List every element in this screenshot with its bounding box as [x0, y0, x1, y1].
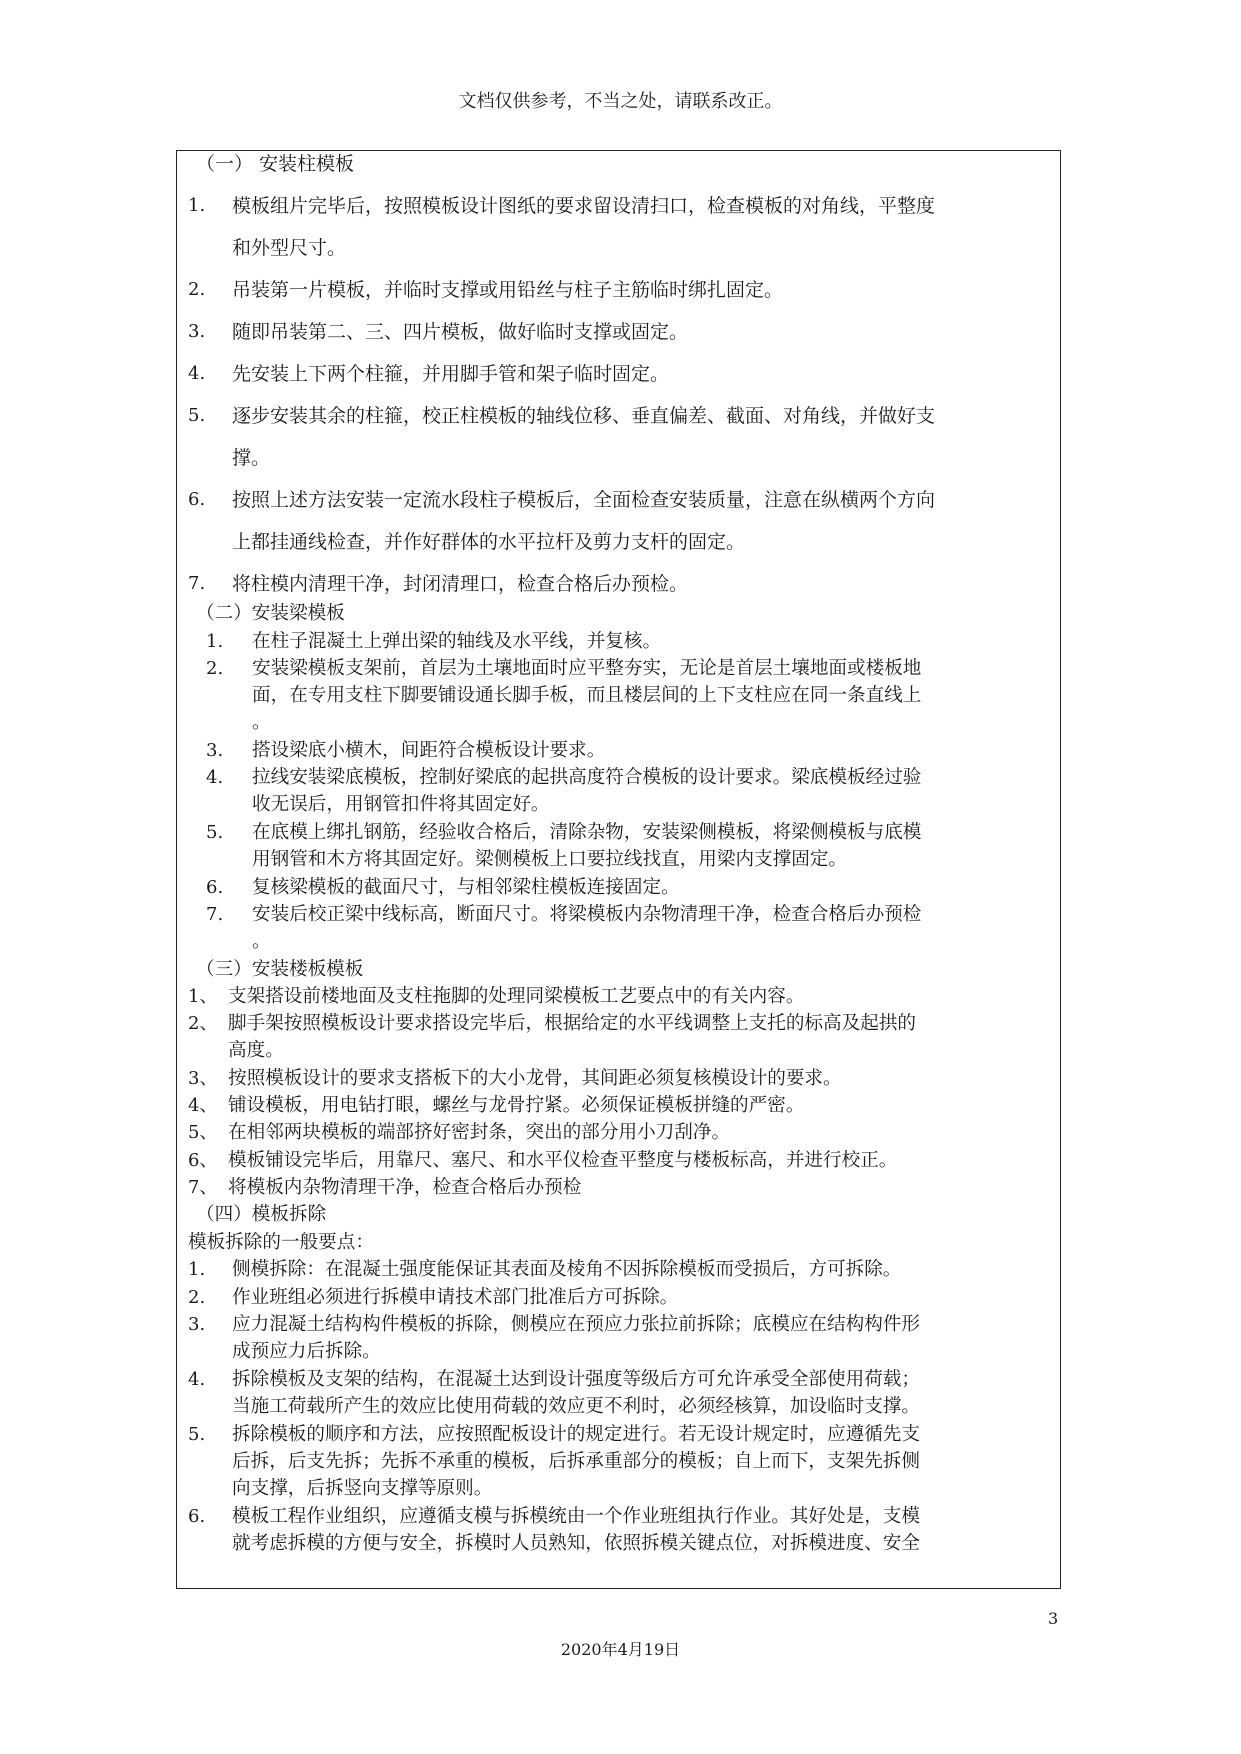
list-number: 4. — [188, 363, 206, 384]
list-number: 5. — [206, 822, 224, 843]
list-number: 3、 — [188, 1068, 218, 1089]
list-number: 5、 — [188, 1122, 218, 1143]
list-number: 5. — [188, 1424, 206, 1445]
section-title: （一） 安装柱模板 — [196, 153, 355, 175]
list-number: 6. — [188, 489, 206, 510]
list-item-cont: 就考虑拆模的方便与安全，拆模时人员熟知，依照拆模关键点位，对拆模进度、安全 — [232, 1533, 920, 1554]
list-item: 复核梁模板的截面尺寸，与相邻梁柱模板连接固定。 — [252, 877, 680, 898]
list-number: 4、 — [188, 1095, 218, 1116]
list-item-cont: 成预应力后拆除。 — [232, 1341, 381, 1362]
list-item-cont: 向支撑，后拆竖向支撑等原则。 — [232, 1478, 493, 1499]
section-title: （四）模板拆除 — [196, 1204, 327, 1225]
list-item-cont: 。 — [252, 931, 271, 952]
list-item: 在相邻两块模板的端部挤好密封条，突出的部分用小刀刮净。 — [228, 1122, 731, 1143]
list-number: 7. — [206, 904, 224, 925]
section-title: （三）安装楼板模板 — [196, 959, 364, 980]
list-item: 拆除模板及支架的结构，在混凝土达到设计强度等级后方可允许承受全部使用荷载； — [232, 1369, 920, 1390]
list-number: 2. — [188, 1287, 206, 1308]
list-number: 1、 — [188, 986, 218, 1007]
list-item: 安装梁模板支架前，首层为土壤地面时应平整夯实，无论是首层土壤地面或楼板地 — [252, 658, 922, 679]
list-number: 4. — [206, 767, 224, 788]
list-item: 作业班组必须进行拆模申请技术部门批准后方可拆除。 — [232, 1287, 679, 1308]
footer-date: 2020年4月19日 — [560, 1640, 681, 1659]
list-item-cont: 面，在专用支柱下脚要铺设通长脚手板，而且楼层间的上下支柱应在同一条直线上 — [252, 685, 922, 706]
list-item: 吊装第一片模板，并临时支撑或用铅丝与柱子主筋临时绑扎固定。 — [232, 279, 784, 301]
list-item: 先安装上下两个柱箍，并用脚手管和架子临时固定。 — [232, 363, 670, 385]
list-number: 6. — [206, 877, 224, 898]
list-number: 3. — [206, 740, 224, 761]
list-item: 安装后校正梁中线标高，断面尺寸。将梁模板内杂物清理干净，检查合格后办预检 — [252, 904, 922, 925]
list-item: 铺设模板，用电钻打眼，螺丝与龙骨拧紧。必须保证模板拼缝的严密。 — [228, 1095, 805, 1116]
list-number: 7、 — [188, 1177, 218, 1198]
list-item: 应力混凝土结构构件模板的拆除，侧模应在预应力张拉前拆除；底模应在结构构件形 — [232, 1314, 920, 1335]
list-number: 1. — [188, 1259, 206, 1280]
list-item: 搭设梁底小横木，间距符合模板设计要求。 — [252, 740, 606, 761]
list-number: 4. — [188, 1369, 206, 1390]
page-number: 3 — [1048, 1609, 1059, 1628]
list-item-cont: 和外型尺寸。 — [232, 237, 347, 259]
list-item: 在柱子混凝土上弹出梁的轴线及水平线，并复核。 — [252, 631, 662, 652]
list-number: 2. — [206, 658, 224, 679]
list-number: 1. — [188, 195, 206, 216]
list-item-cont: 高度。 — [228, 1040, 284, 1061]
list-item: 拆除模板的顺序和方法，应按照配板设计的规定进行。若无设计规定时，应遵循先支 — [232, 1424, 920, 1445]
list-number: 5. — [188, 405, 206, 426]
list-number: 7. — [188, 573, 206, 594]
list-number: 2、 — [188, 1013, 218, 1034]
list-item-cont: 撑。 — [232, 447, 271, 469]
list-item: 支架搭设前楼地面及支柱拖脚的处理同梁模板工艺要点中的有关内容。 — [228, 986, 805, 1007]
section-intro: 模板拆除的一般要点： — [188, 1232, 374, 1253]
list-item: 脚手架按照模板设计要求搭设完毕后，根据给定的水平线调整上支托的标高及起拱的 — [228, 1013, 916, 1034]
list-item-cont: 上都挂通线检查，并作好群体的水平拉杆及剪力支杆的固定。 — [232, 531, 746, 553]
list-number: 3. — [188, 321, 206, 342]
list-item: 侧模拆除：在混凝土强度能保证其表面及棱角不因拆除模板而受损后，方可拆除。 — [232, 1259, 902, 1280]
list-item: 模板铺设完毕后，用靠尺、塞尺、和水平仪检查平整度与楼板标高，并进行校正。 — [228, 1150, 898, 1171]
list-item-cont: 。 — [252, 712, 271, 733]
list-item-cont: 收无误后，用钢管扣件将其固定好。 — [252, 794, 550, 815]
list-item: 逐步安装其余的柱箍，校正柱模板的轴线位移、垂直偏差、截面、对角线，并做好支 — [232, 405, 936, 427]
list-item: 将模板内杂物清理干净，检查合格后办预检 — [228, 1177, 582, 1198]
list-item: 在底模上绑扎钢筋，经验收合格后，清除杂物，安装梁侧模板，将梁侧模板与底模 — [252, 822, 922, 843]
list-number: 1. — [206, 631, 224, 652]
list-number: 6. — [188, 1506, 206, 1527]
list-item: 按照上述方法安装一定流水段柱子模板后，全面检查安装质量，注意在纵横两个方向 — [232, 489, 936, 511]
list-item: 拉线安装梁底模板，控制好梁底的起拱高度符合模板的设计要求。梁底模板经过验 — [252, 767, 922, 788]
list-number: 6、 — [188, 1150, 218, 1171]
list-item: 随即吊装第二、三、四片模板，做好临时支撑或固定。 — [232, 321, 689, 343]
list-item-cont: 用钢管和木方将其固定好。梁侧模板上口要拉线找直，用梁内支撑固定。 — [252, 849, 848, 870]
list-item-cont: 当施工荷载所产生的效应比使用荷载的效应更不利时，必须经核算，加设临时支撑。 — [232, 1396, 920, 1417]
list-item: 模板组片完毕后，按照模板设计图纸的要求留设清扫口，检查模板的对角线，平整度 — [232, 195, 936, 217]
list-item: 模板工程作业组织，应遵循支模与拆模统由一个作业班组执行作业。其好处是，支模 — [232, 1506, 920, 1527]
list-item: 将柱模内清理干净，封闭清理口，检查合格后办预检。 — [232, 573, 689, 595]
page-header: 文档仅供参考，不当之处，请联系改正。 — [458, 91, 783, 112]
list-item: 按照模板设计的要求支搭板下的大小龙骨，其间距必须复核模设计的要求。 — [228, 1068, 842, 1089]
section-title: （二）安装梁模板 — [196, 603, 345, 624]
list-number: 3. — [188, 1314, 206, 1335]
list-item-cont: 后拆，后支先拆；先拆不承重的模板，后拆承重部分的模板；自上而下，支架先拆侧 — [232, 1451, 920, 1472]
list-number: 2. — [188, 279, 206, 300]
